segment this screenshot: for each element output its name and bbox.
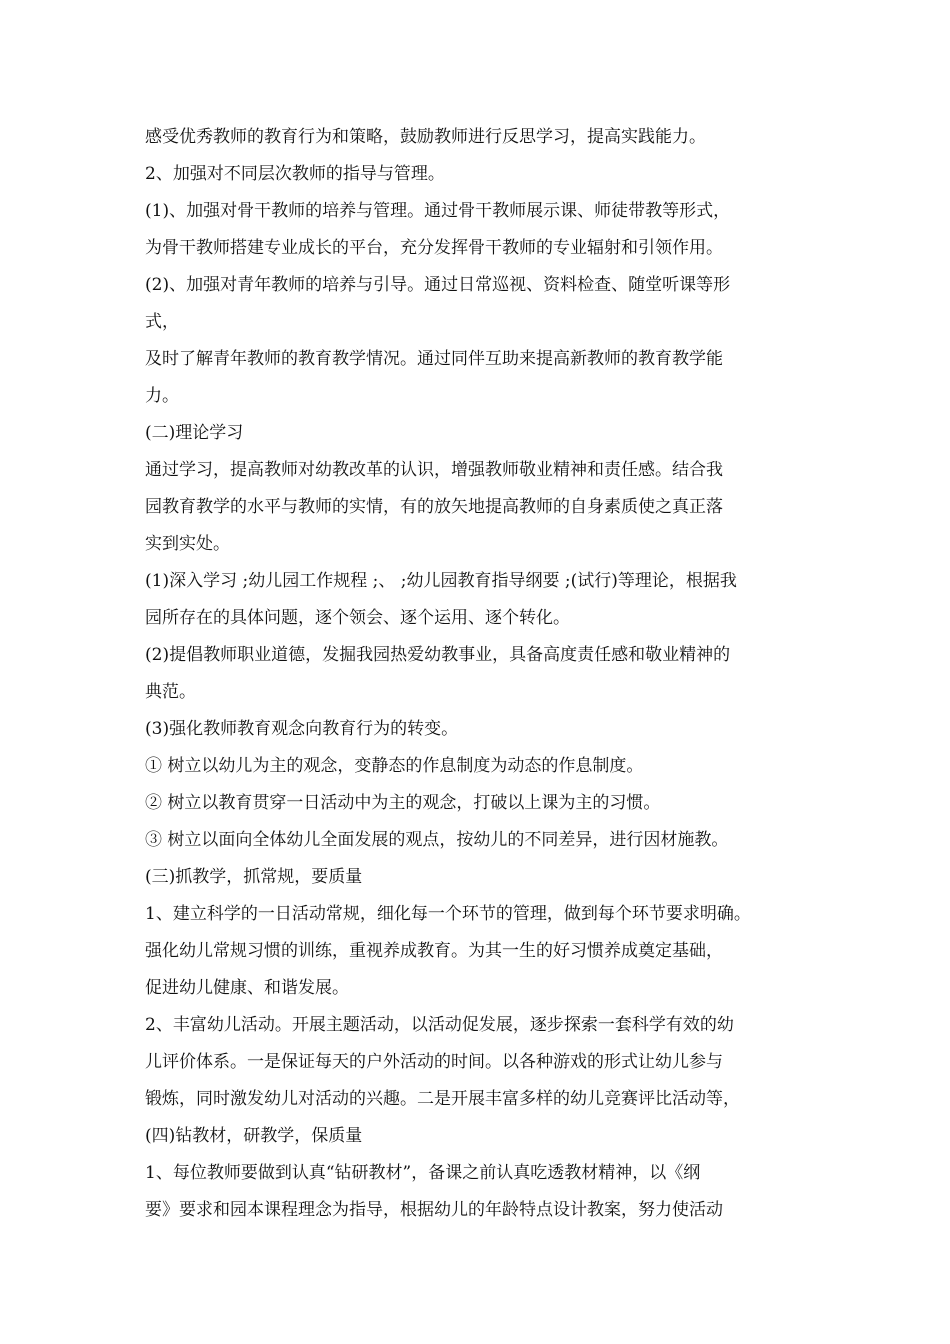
text-line: (三)抓教学，抓常规，要质量 (145, 867, 363, 887)
text-line: (3)强化教师教育观念向教育行为的转变。 (145, 719, 459, 739)
text-line: 2、丰富幼儿活动。开展主题活动，以活动促发展，逐步探索一套科学有效的幼 (145, 1015, 734, 1035)
text-line: 锻炼，同时激发幼儿对活动的兴趣。二是开展丰富多样的幼儿竞赛评比活动等， (145, 1089, 740, 1109)
text-line: 通过学习，提高教师对幼教改革的认识，增强教师敬业精神和责任感。结合我 (145, 460, 723, 480)
text-line: ② 树立以教育贯穿一日活动中为主的观念，打破以上课为主的习惯。 (145, 793, 661, 813)
text-line: 促进幼儿健康、和谐发展。 (145, 978, 349, 998)
text-line: 1、建立科学的一日活动常规，细化每一个环节的管理，做到每个环节要求明确。 (145, 904, 751, 924)
text-line: 1、每位教师要做到认真“钻研教材”，备课之前认真吃透教材精神，以《纲 (145, 1163, 701, 1183)
text-line: 2、加强对不同层次教师的指导与管理。 (145, 164, 445, 184)
text-line: (四)钻教材，研教学，保质量 (145, 1126, 363, 1146)
text-line: (1)、加强对骨干教师的培养与管理。通过骨干教师展示课、师徒带教等形式， (145, 201, 731, 221)
text-line: 园教育教学的水平与教师的实情，有的放矢地提高教师的自身素质使之真正落 (145, 497, 723, 517)
text-line: 实到实处。 (145, 534, 230, 554)
text-line: 儿评价体系。一是保证每天的户外活动的时间。以各种游戏的形式让幼儿参与 (145, 1052, 723, 1072)
text-line: 力。 (145, 386, 179, 406)
text-line: 园所存在的具体问题，逐个领会、逐个运用、逐个转化。 (145, 608, 570, 628)
text-line: 感受优秀教师的教育行为和策略，鼓励教师进行反思学习，提高实践能力。 (145, 127, 706, 147)
text-line: (二)理论学习 (145, 423, 244, 443)
text-line: (2)提倡教师职业道德，发掘我园热爱幼教事业，具备高度责任感和敬业精神的 (145, 645, 731, 665)
text-line: ③ 树立以面向全体幼儿全面发展的观点，按幼儿的不同差异，进行因材施教。 (145, 830, 729, 850)
text-line: 为骨干教师搭建专业成长的平台，充分发挥骨干教师的专业辐射和引领作用。 (145, 238, 723, 258)
text-line: (1)深入学习 ;幼儿园工作规程 ;、 ;幼儿园教育指导纲要 ;(试行)等理论，根据我 (145, 571, 737, 591)
document-body (145, 119, 825, 1229)
text-line: (2)、加强对青年教师的培养与引导。通过日常巡视、资料检查、随堂听课等形 (145, 275, 731, 295)
text-line: 强化幼儿常规习惯的训练，重视养成教育。为其一生的好习惯养成奠定基础， (145, 941, 723, 961)
text-line: 典范。 (145, 682, 196, 702)
text-line: 式， (145, 312, 179, 332)
text-line: 要》要求和园本课程理念为指导，根据幼儿的年龄特点设计教案，努力使活动 (145, 1200, 723, 1220)
text-line: ① 树立以幼儿为主的观念，变静态的作息制度为动态的作息制度。 (145, 756, 644, 776)
text-line: 及时了解青年教师的教育教学情况。通过同伴互助来提高新教师的教育教学能 (145, 349, 723, 369)
